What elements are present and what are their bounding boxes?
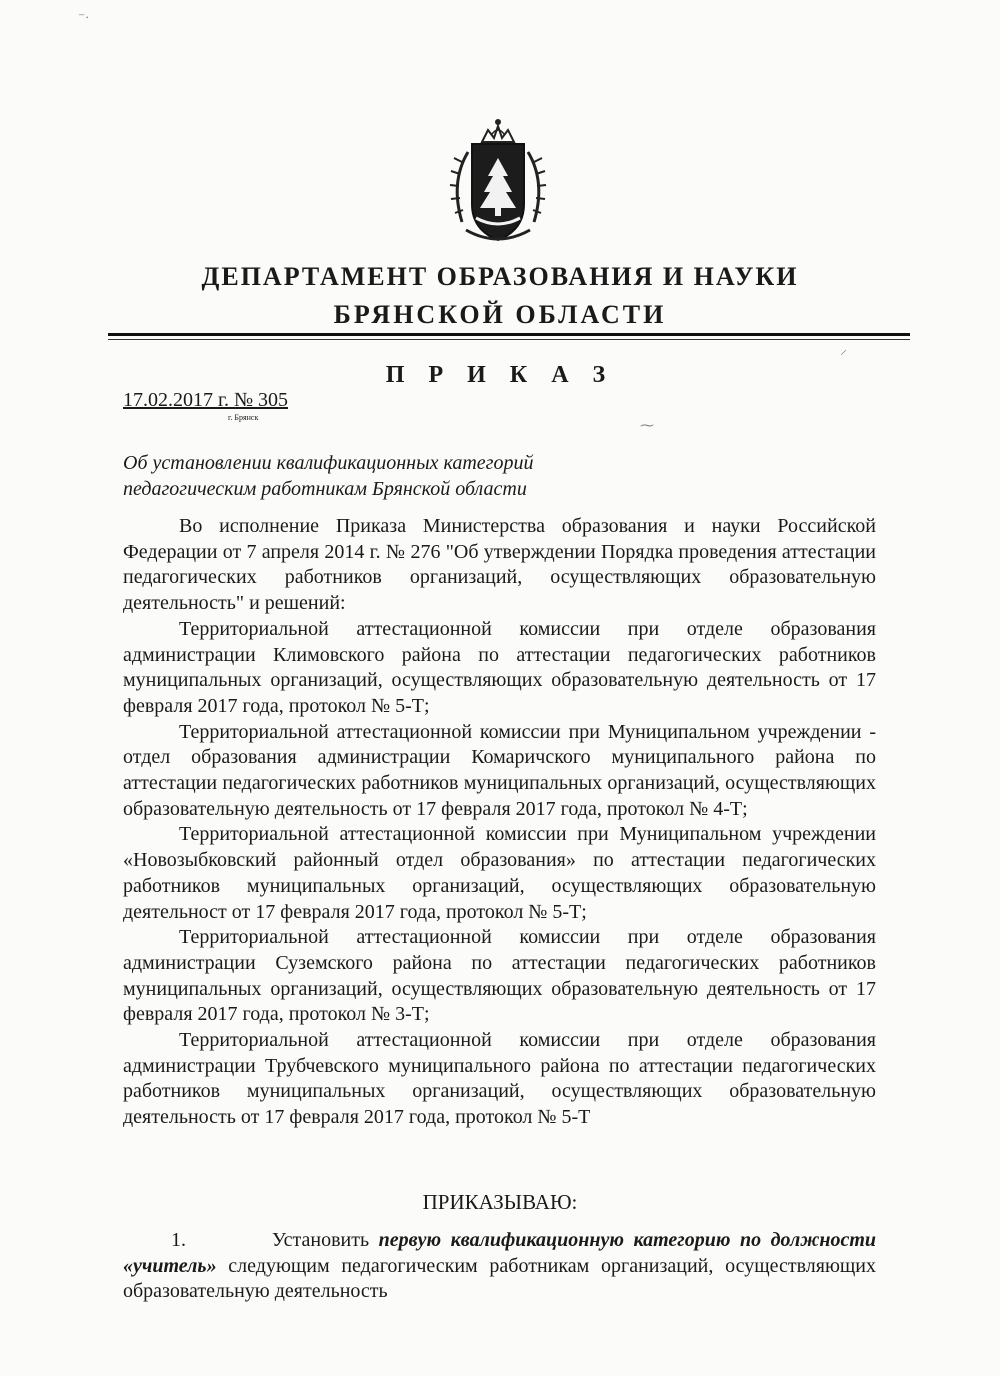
coat-of-arms-icon: [432, 112, 564, 252]
point-rest: следующим педагогическим работникам организаций, осуществляющих образовательную деятельность: [123, 1254, 877, 1303]
orders-heading: ПРИКАЗЫВАЮ:: [422, 1190, 578, 1214]
preamble-paragraph: Территориальной аттестационной комиссии при отделе образования администрации Суземского района по аттестации педагогических работников муниципальных организаций, осуществляющих образовательную деятельность от 17 февраля 2017 года, протокол № 3-Т;: [123, 926, 876, 1026]
order-number: 17.02.2017 г. № 305: [123, 389, 289, 411]
scan-artifact-mark: ⁓: [640, 419, 654, 434]
preamble-paragraph: Территориальной аттестационной комиссии при Муниципальном учреждении «Новозыбковский районный отдел образования» по аттестации педагогических работников муниципальных организаций, осуществляющих образовательную деятельност от 17 февраля 2017 года, протокол № 5-Т;: [123, 823, 876, 923]
order-subject-line2: педагогическим работникам Брянской области: [123, 478, 527, 500]
header-rule-thick: [108, 333, 910, 336]
order-subject-line1: Об установлении квалификационных категорий: [123, 452, 534, 474]
order-preamble: [123, 514, 876, 1131]
order-point-1: [123, 1228, 876, 1305]
order-title: П Р И К А З: [385, 362, 615, 388]
point-lead: Установить: [271, 1229, 370, 1251]
preamble-paragraph: Во исполнение Приказа Министерства образования и науки Российской Федерации от 7 апреля 2014 г. № 276 "Об утверждении Порядка проведения аттестации педагогических работников организаций, осуществляющих образовательную деятельность" и решений:: [123, 515, 876, 615]
department-name-line2: БРЯНСКОЙ ОБЛАСТИ: [333, 300, 667, 329]
preamble-paragraph: Территориальной аттестационной комиссии при отделе образования администрации Климовского района по аттестации педагогических работников муниципальных организаций, осуществляющих образовательную деятельность от 17 февраля 2017 года, протокол № 5-Т;: [123, 617, 876, 717]
point-emphasis: первую квалификационную категорию по должности «учитель»: [123, 1229, 877, 1277]
header-rule-thin: [108, 339, 910, 340]
department-name-line1: ДЕПАРТАМЕНТ ОБРАЗОВАНИЯ И НАУКИ: [201, 262, 799, 291]
order-subject: [123, 450, 643, 502]
point-number: 1.: [171, 1229, 186, 1251]
scan-artifact-mark: ⁻∙: [78, 11, 89, 26]
order-city: г. Брянск: [228, 413, 259, 422]
scan-artifact-mark: ⸝: [840, 343, 847, 358]
preamble-paragraph: Территориальной аттестационной комиссии при Муниципальном учреждении - отдел образования администрации Комаричского муниципального района по аттестации педагогических работников муниципальных организаций, осуществляющих образовательную деятельность от 17 февраля 2017 года, протокол № 4-Т;: [123, 720, 876, 820]
preamble-paragraph: Территориальной аттестационной комиссии при отделе образования администрации Трубчевского муниципального района по аттестации педагогических работников муниципальных организаций, осуществляющих образовательную деятельность от 17 февраля 2017 года, протокол № 5-Т: [123, 1029, 876, 1129]
